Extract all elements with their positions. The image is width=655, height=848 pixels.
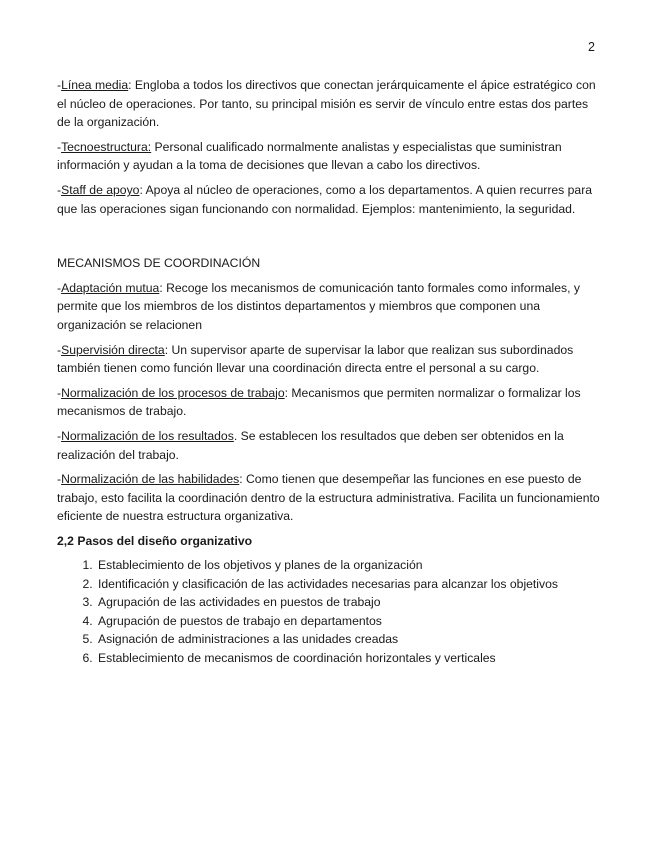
design-steps-list [57,556,602,666]
definition-staff-de-apoyo: : Apoya al núcleo de operaciones, como a los departamentos. A quien recurres para que las operaciones sigan funcionando con normalidad. Ejemplos: mantenimiento, la seguridad. [57,182,593,216]
list-item: 2. Identificación y clasificación de las actividades necesarias para alcanzar los objetivos [96,575,602,593]
item-prefix: - [57,472,62,487]
item-prefix: - [57,385,62,400]
paragraph-supervision-directa [57,341,602,378]
item-prefix: - [57,182,62,197]
list-item: 3. Agrupación de las actividades en puestos de trabajo [96,593,602,611]
section-heading-design-steps: 2,2 Pasos del diseño organizativo [57,533,253,548]
paragraph-tecnoestructura [57,138,602,175]
term-supervision-directa: Supervisión directa [61,342,165,357]
item-prefix: - [57,342,62,357]
page-number: 2 [588,40,595,54]
paragraph-staff-de-apoyo [57,181,602,218]
paragraph-adaptacion-mutua [57,279,602,335]
term-normalizacion-habilidades: Normalización de las habilidades [61,472,240,487]
definition-linea-media: : Engloba a todos los directivos que conectan jerárquicamente el ápice estratégico con el núcleo de operaciones. Por tanto, su principal misión es servir de vínculo entre estas dos partes de la organización. [57,78,596,130]
definition-adaptacion-mutua: : Recoge los mecanismos de comunicación tanto formales como informales, y permite que los miembros de los distintos departamentos y miembros que componen una organización se relacionen [57,280,580,332]
term-staff-de-apoyo: Staff de apoyo [61,182,140,197]
term-linea-media: Línea media [61,78,129,92]
paragraph-linea-media [57,76,602,132]
term-normalizacion-procesos: Normalización de los procesos de trabajo [61,385,285,400]
section-spacer [57,224,602,254]
paragraph-normalizacion-resultados [57,427,602,464]
section-heading-coordination: MECANISMOS DE COORDINACIÓN [57,256,261,271]
item-prefix: - [57,428,62,443]
page-content [57,76,602,667]
term-tecnoestructura: Tecnoestructura: [61,139,152,154]
paragraph-normalizacion-habilidades [57,470,602,526]
list-item: 6. Establecimiento de mecanismos de coordinación horizontales y verticales [96,649,602,667]
definition-supervision-directa: : Un supervisor aparte de supervisar la labor que realizan sus subordinados también tienen como función llevar una coordinación directa entre el personal a su cargo. [57,342,574,376]
item-prefix: - [57,78,62,92]
term-normalizacion-resultados: Normalización de los resultados [61,428,234,443]
list-item: 5. Asignación de administraciones a las unidades creadas [96,630,602,648]
item-prefix: - [57,280,62,295]
item-prefix: - [57,139,62,154]
list-item: 1. Establecimiento de los objetivos y planes de la organización [96,556,602,574]
definition-normalizacion-resultados: . Se establecen los resultados que deben ser obtenidos en la realización del trabajo. [57,428,564,462]
paragraph-normalizacion-procesos [57,384,602,421]
definition-tecnoestructura: Personal cualificado normalmente analistas y especialistas que suministran información y ayudan a la toma de decisiones que llevan a cabo los directivos. [57,139,562,173]
term-adaptacion-mutua: Adaptación mutua [61,280,160,295]
definition-normalizacion-habilidades: : Como tienen que desempeñar las funciones en ese puesto de trabajo, esto facilita la coordinación dentro de la estructura administrativa. Facilita un funcionamiento eficiente de nuestra estructura organizativa. [57,472,600,524]
list-item: 4. Agrupación de puestos de trabajo en departamentos [96,612,602,630]
definition-normalizacion-procesos: : Mecanismos que permiten normalizar o formalizar los mecanismos de trabajo. [57,385,581,419]
